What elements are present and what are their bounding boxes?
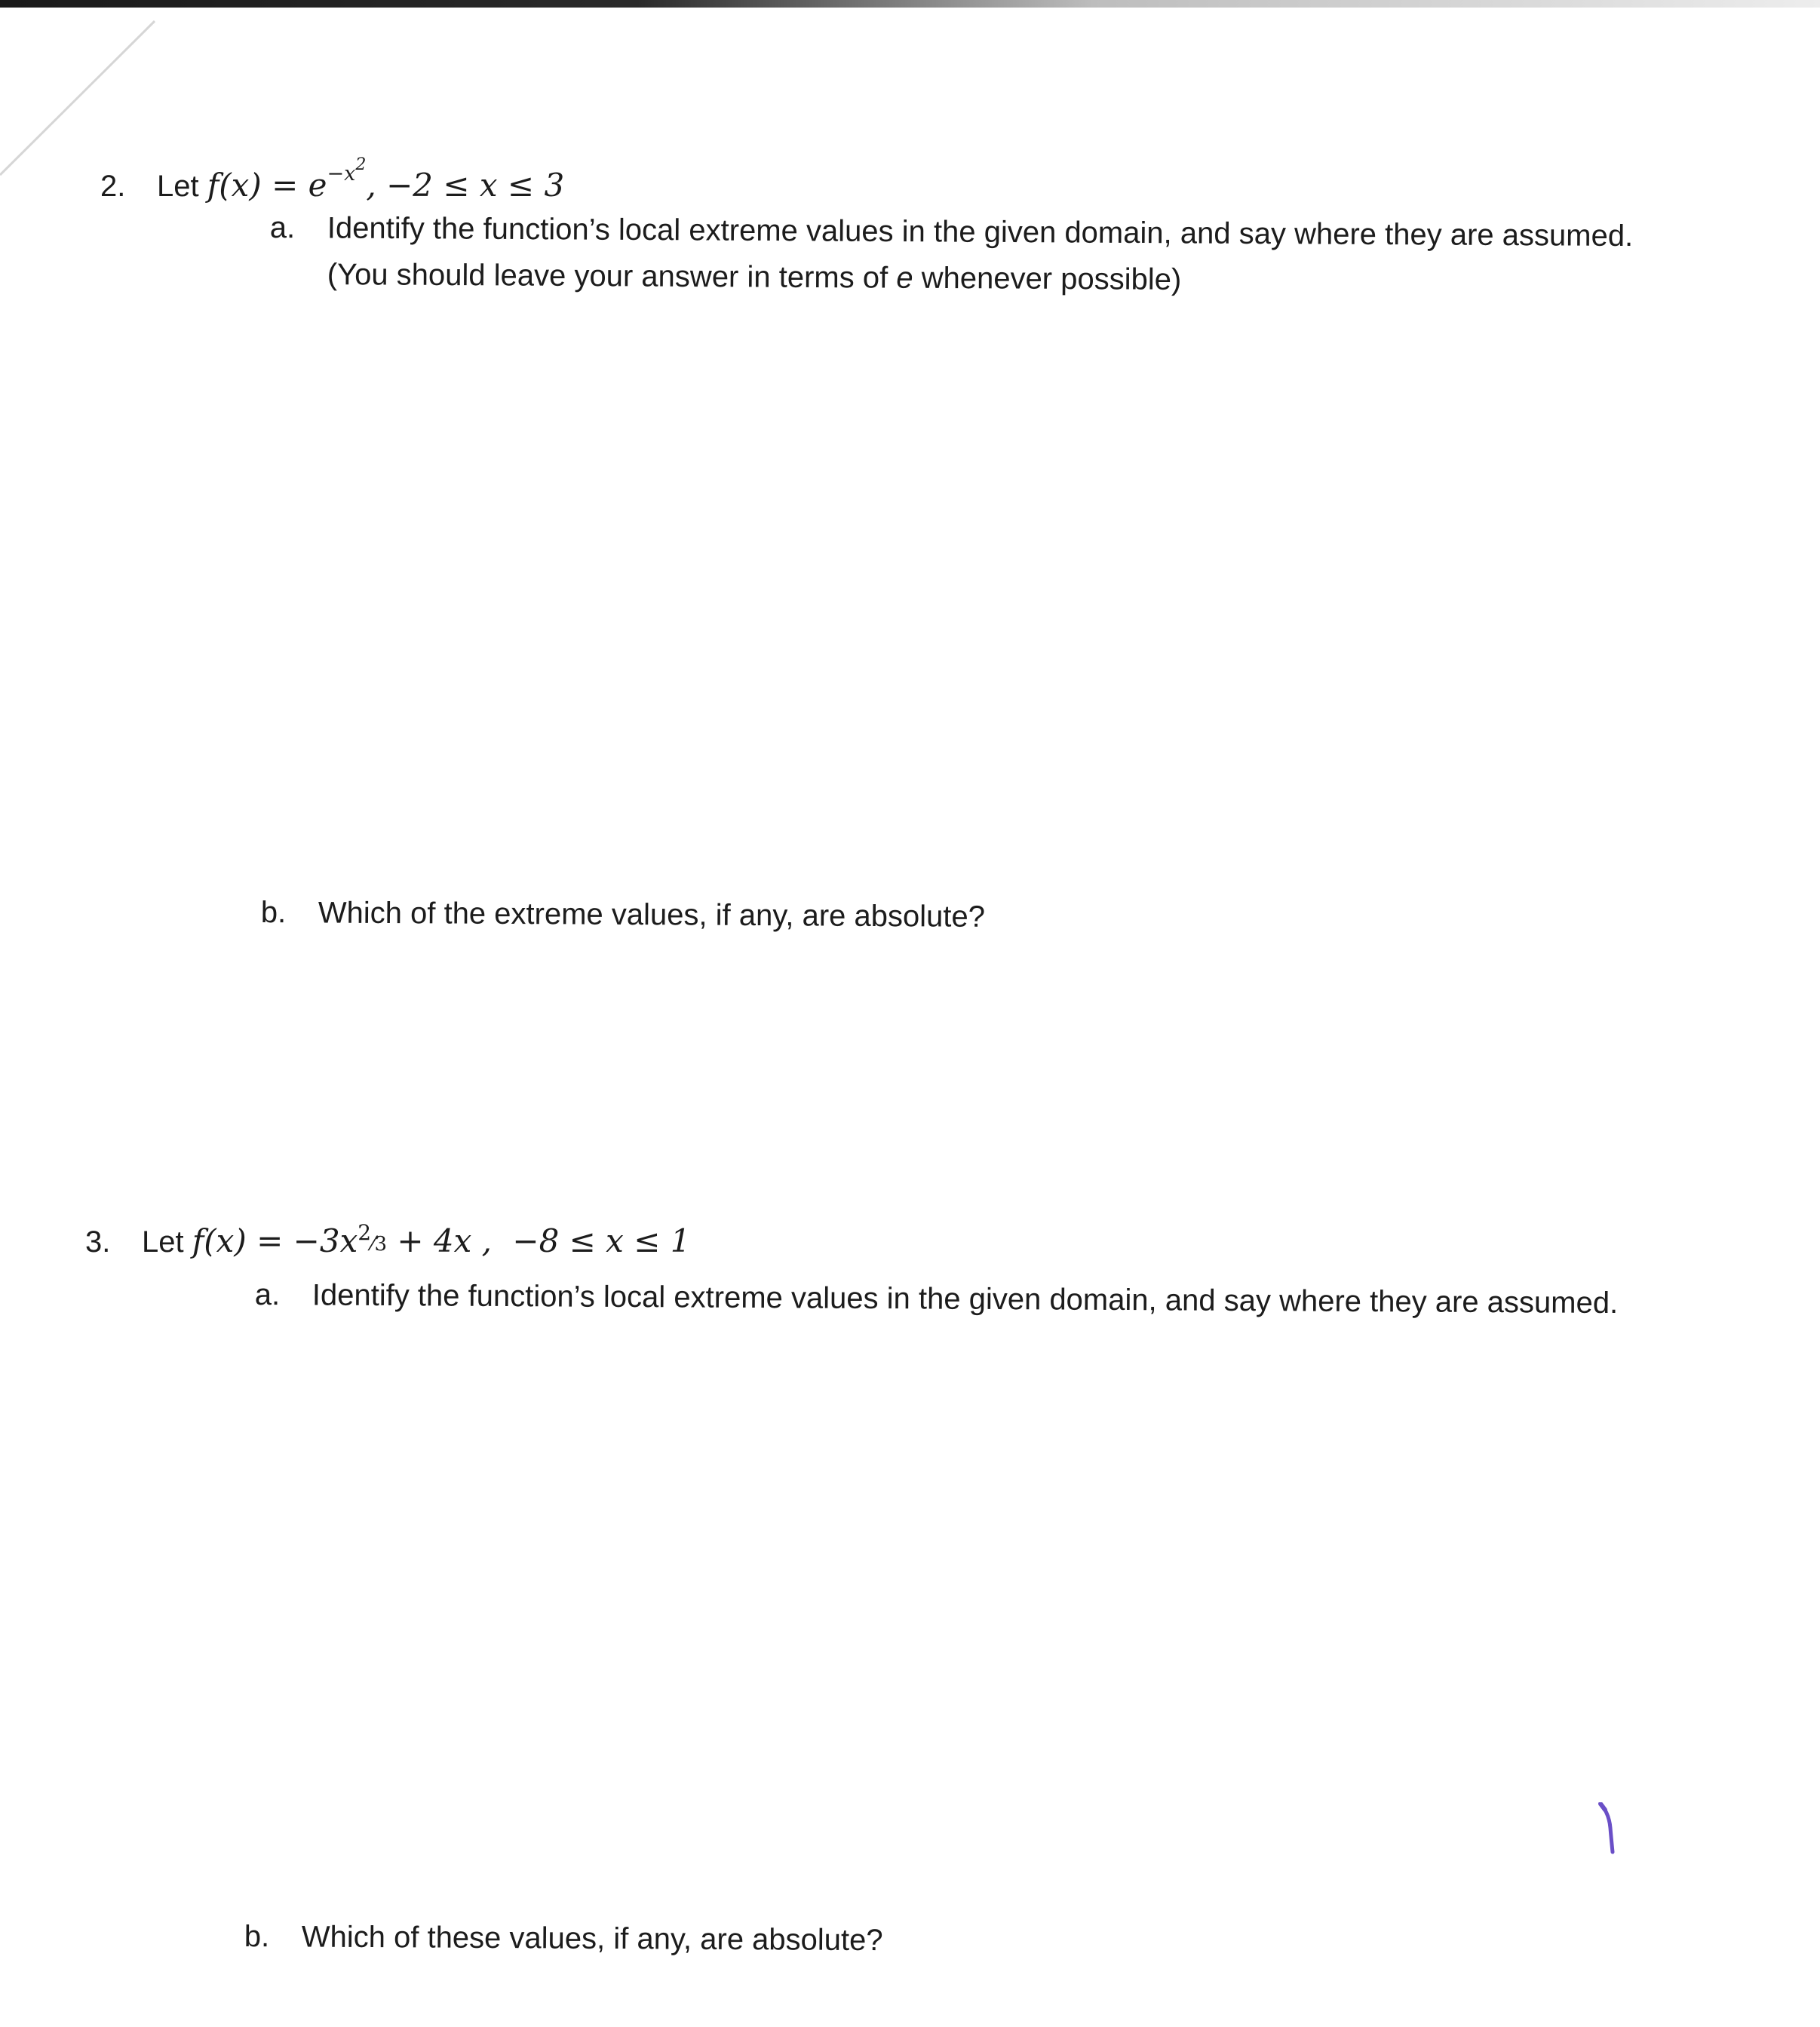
problem-2a-line2-before: (You should leave your answer in terms of (327, 257, 897, 295)
problem-3a-letter: a. (254, 1277, 281, 1312)
problem-3-number: 3. (85, 1225, 111, 1259)
problem-3-rest: + 4x , (387, 1222, 493, 1259)
problem-3-exponent-num: 2 (358, 1220, 372, 1245)
problem-2a-letter: a. (269, 210, 296, 245)
problem-2-statement (100, 155, 564, 204)
problem-3b-text: Which of these values, if any, are absolute? (301, 1920, 883, 1958)
problem-3-domain: −8 ≤ x ≤ 1 (512, 1222, 691, 1259)
problem-2-intro: Let (157, 170, 199, 203)
problem-3b-letter: b. (244, 1919, 270, 1954)
problem-3-function (192, 1222, 691, 1259)
problem-2-exponent-power: 2 (355, 155, 367, 174)
problem-3b (244, 1914, 883, 1963)
problem-2-domain: , −2 ≤ x ≤ 3 (366, 167, 565, 204)
pen-mark (1597, 1802, 1620, 1855)
problem-3-exponent-den: ⁄3 (371, 1233, 387, 1256)
problem-3-coef: −3x (293, 1222, 358, 1259)
problem-2a-note (327, 252, 1182, 302)
problem-3a-text: Identify the function’s local extreme values in the given domain, and say where they are assumed. (312, 1278, 1619, 1320)
problem-3a (255, 1272, 1619, 1326)
problem-3-intro: Let (142, 1225, 184, 1259)
problem-2-exponent-base: −x (327, 162, 356, 186)
problem-2a (270, 205, 1634, 259)
problem-2-equals: = (272, 167, 299, 204)
problem-2-function-base: e (308, 167, 327, 204)
problem-2a-line2-after: whenever possible) (913, 261, 1182, 296)
problem-2b-letter: b. (260, 895, 287, 930)
scan-top-edge (0, 0, 1820, 8)
problem-2a-line2-e: e (896, 261, 913, 295)
problem-2-exponent (327, 155, 367, 186)
problem-2-number: 2. (100, 170, 126, 203)
problem-2b-text: Which of the extreme values, if any, are absolute? (318, 896, 986, 934)
problem-3-function-lhs: f(x) (192, 1222, 247, 1259)
problem-2-function (207, 155, 565, 204)
problem-2-function-lhs: f(x) (207, 167, 262, 204)
problem-3-exponent (358, 1220, 387, 1256)
problem-2b (261, 890, 986, 940)
problem-3-statement (85, 1220, 691, 1264)
problem-3-equals: = (256, 1222, 284, 1259)
problem-2a-line1: Identify the function’s local extreme values in the given domain, and say where they are assumed. (327, 211, 1634, 253)
